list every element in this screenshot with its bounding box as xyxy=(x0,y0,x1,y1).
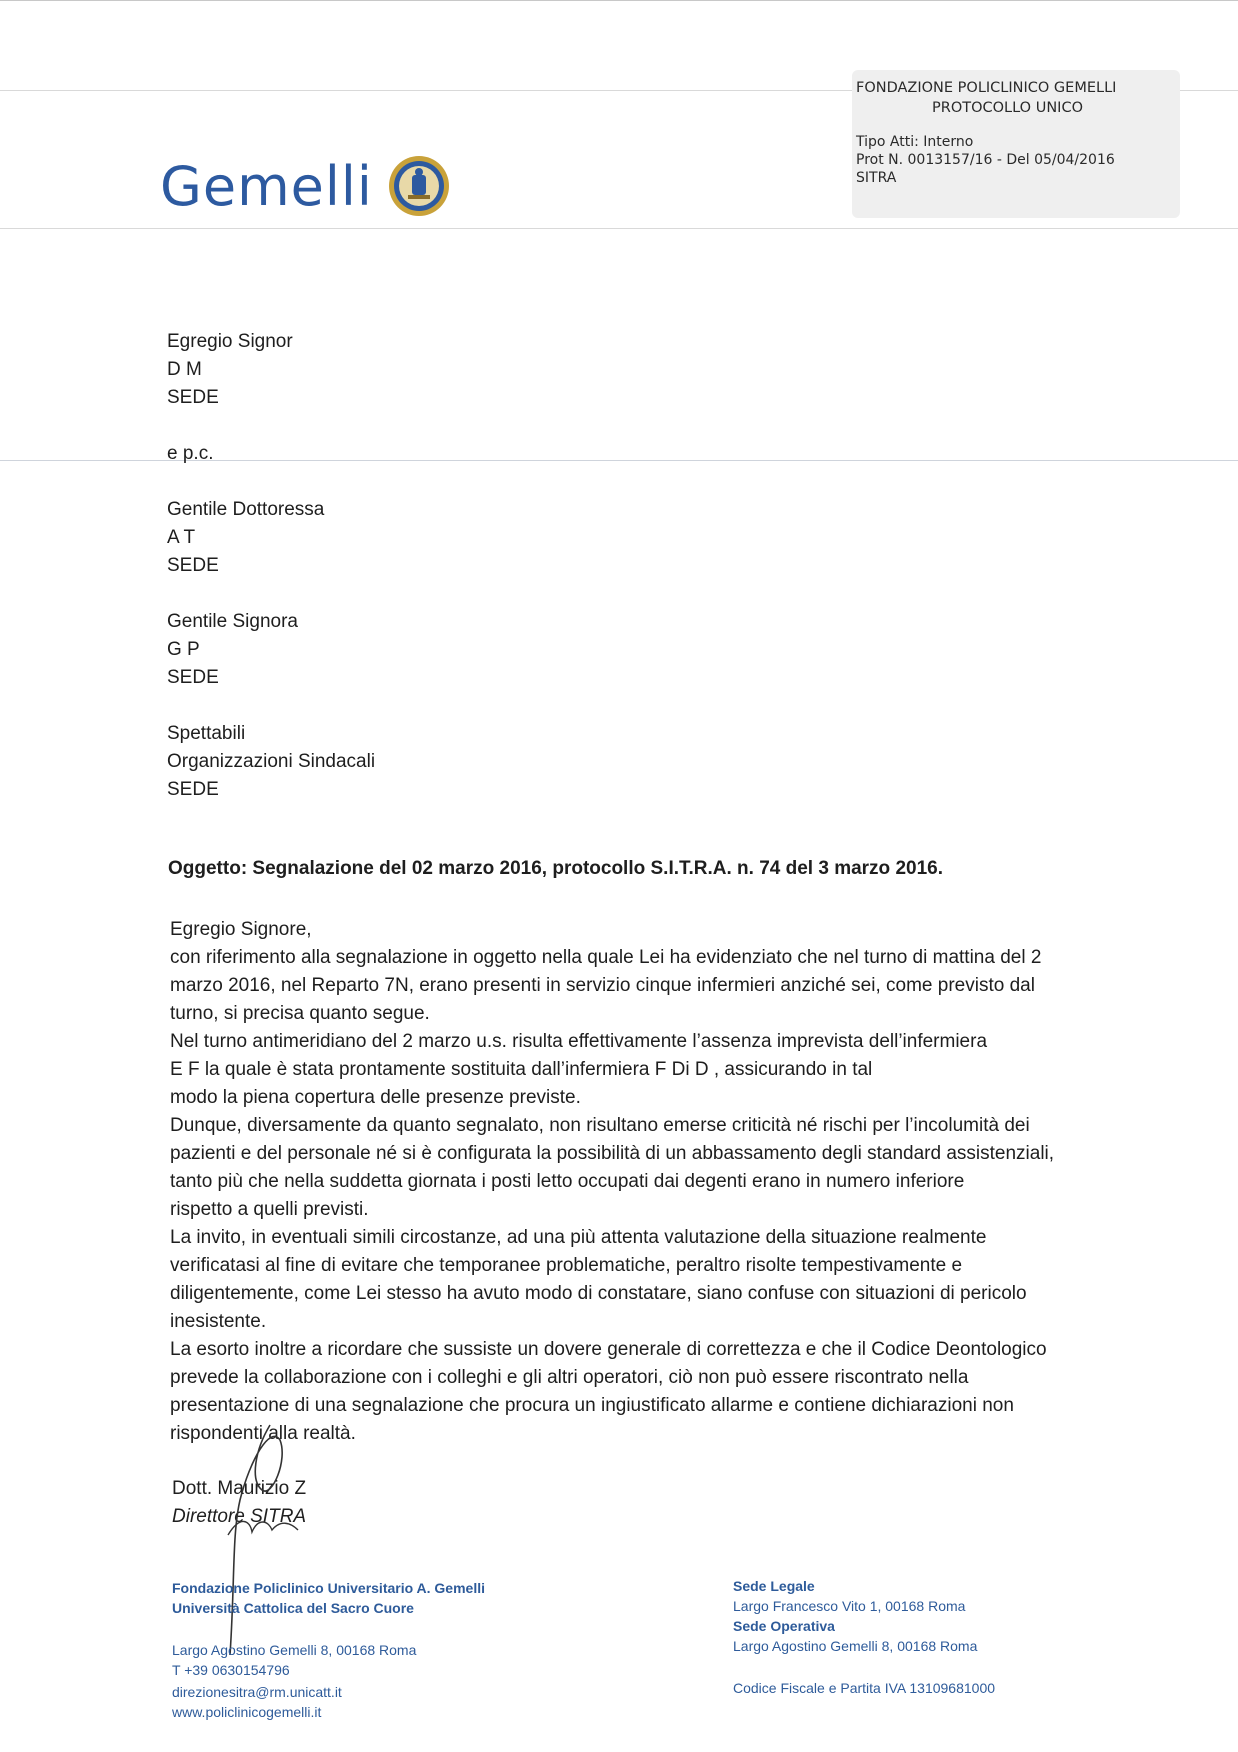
body-line: diligentemente, come Lei stesso ha avuto modo di constatare, siano confuse con situazioni di pericolo xyxy=(170,1283,1027,1304)
protocol-stamp xyxy=(852,70,1180,218)
body-line: tanto più che nella suddetta giornata i posti letto occupati dai degenti erano in numero inferiore xyxy=(170,1171,965,1192)
scan-edge xyxy=(0,0,1238,1)
body-line: verificatasi al fine di evitare che temporanee problematiche, peraltro risolte tempestivamente e xyxy=(170,1255,963,1276)
recipient-name: Organizzazioni Sindacali xyxy=(167,751,376,772)
body-line: Dunque, diversamente da quanto segnalato, non risultano emerse criticità né rischi per l’incolumità dei xyxy=(170,1115,1030,1136)
recipient-place: SEDE xyxy=(167,555,219,576)
recipient-place: SEDE xyxy=(167,667,219,688)
footer-org-line1: Fondazione Policlinico Universitario A. Gemelli xyxy=(172,1580,485,1596)
body-line: pazienti e del personale né si è configurata la possibilità di un abbassamento degli standard assistenziali, xyxy=(170,1143,1055,1164)
body-line: modo la piena copertura delle presenze previste. xyxy=(170,1087,581,1108)
recipient-salutation: Spettabili xyxy=(167,723,246,744)
body-line: E F la quale è stata prontamente sostituita dall’infermiera F Di D , assicurando in tal xyxy=(170,1059,873,1080)
stamp-type: Tipo Atti: Interno xyxy=(856,134,974,150)
body-line: prevede la collaborazione con i colleghi e gli altri operatori, ciò non può essere riscontrato nella xyxy=(170,1367,969,1388)
recipient-name: G P xyxy=(167,639,200,660)
stamp-org: FONDAZIONE POLICLINICO GEMELLI xyxy=(856,80,1117,96)
cc-label: e p.c. xyxy=(167,443,214,464)
body-line: inesistente. xyxy=(170,1311,267,1332)
sede-operativa-label-text: Sede Operativa xyxy=(733,1618,835,1634)
footer-org xyxy=(172,1578,485,1598)
gemelli-logo: Gemelli xyxy=(160,155,373,218)
letter-subject: Oggetto: Segnalazione del 02 marzo 2016, protocollo S.I.T.R.A. n. 74 del 3 marzo 2016. xyxy=(168,858,943,879)
recipient-salutation: Egregio Signor xyxy=(167,331,293,352)
footer-org-line2: Università Cattolica del Sacro Cuore xyxy=(172,1600,414,1616)
signatory-name: Dott. Maurizio Z xyxy=(172,1478,307,1499)
footer-address: Largo Agostino Gemelli 8, 00168 Roma xyxy=(172,1642,417,1658)
body-line: La esorto inoltre a ricordare che sussiste un dovere generale di correttezza e che il Codice Deontologico xyxy=(170,1339,1047,1360)
handwritten-signature-icon xyxy=(210,1420,330,1670)
stamp-office: SITRA xyxy=(856,170,897,186)
signatory-role: Direttore SITRA xyxy=(172,1506,307,1527)
footer-email[interactable]: direzionesitra@rm.unicatt.it xyxy=(172,1684,342,1700)
body-line: marzo 2016, nel Reparto 7N, erano presenti in servizio cinque infermieri anziché sei, come previsto dal xyxy=(170,975,1035,996)
body-line: Egregio Signore, xyxy=(170,919,312,940)
recipient-salutation: Gentile Dottoressa xyxy=(167,499,325,520)
footer-website[interactable]: www.policlinicogemelli.it xyxy=(172,1704,322,1720)
sede-legale-label-text: Sede Legale xyxy=(733,1578,815,1594)
recipient-salutation: Gentile Signora xyxy=(167,611,298,632)
sede-legale-label xyxy=(733,1576,815,1596)
recipient-name: D M xyxy=(167,359,202,380)
body-line: La invito, in eventuali simili circostanze, ad una più attenta valutazione della situazione realmente xyxy=(170,1227,987,1248)
recipient-place: SEDE xyxy=(167,779,219,800)
footer-univ xyxy=(172,1598,414,1618)
sede-operativa-address: Largo Agostino Gemelli 8, 00168 Roma xyxy=(733,1638,978,1654)
stamp-protocol-number: Prot N. 0013157/16 - Del 05/04/2016 xyxy=(856,152,1115,168)
scan-line xyxy=(0,228,1238,229)
sede-operativa-label xyxy=(733,1616,835,1636)
recipient-place: SEDE xyxy=(167,387,219,408)
tax-code: Codice Fiscale e Partita IVA 13109681000 xyxy=(733,1680,996,1696)
body-line: rispondenti alla realtà. xyxy=(170,1423,356,1444)
footer-phone: T +39 0630154796 xyxy=(172,1662,290,1678)
university-seal-icon xyxy=(388,155,450,217)
body-line: turno, si precisa quanto segue. xyxy=(170,1003,430,1024)
recipient-name: A T xyxy=(167,527,196,548)
letter-body xyxy=(170,916,1170,1448)
sede-legale-address: Largo Francesco Vito 1, 00168 Roma xyxy=(733,1598,966,1614)
body-line: rispetto a quelli previsti. xyxy=(170,1199,369,1220)
body-line: Nel turno antimeridiano del 2 marzo u.s. risulta effettivamente l’assenza imprevista dell’infermiera xyxy=(170,1031,988,1052)
stamp-registry: PROTOCOLLO UNICO xyxy=(932,100,1083,116)
body-line: con riferimento alla segnalazione in oggetto nella quale Lei ha evidenziato che nel turno di mattina del 2 xyxy=(170,947,1042,968)
body-line: presentazione di una segnalazione che procura un ingiustificato allarme e contiene dichiarazioni non xyxy=(170,1395,1014,1416)
